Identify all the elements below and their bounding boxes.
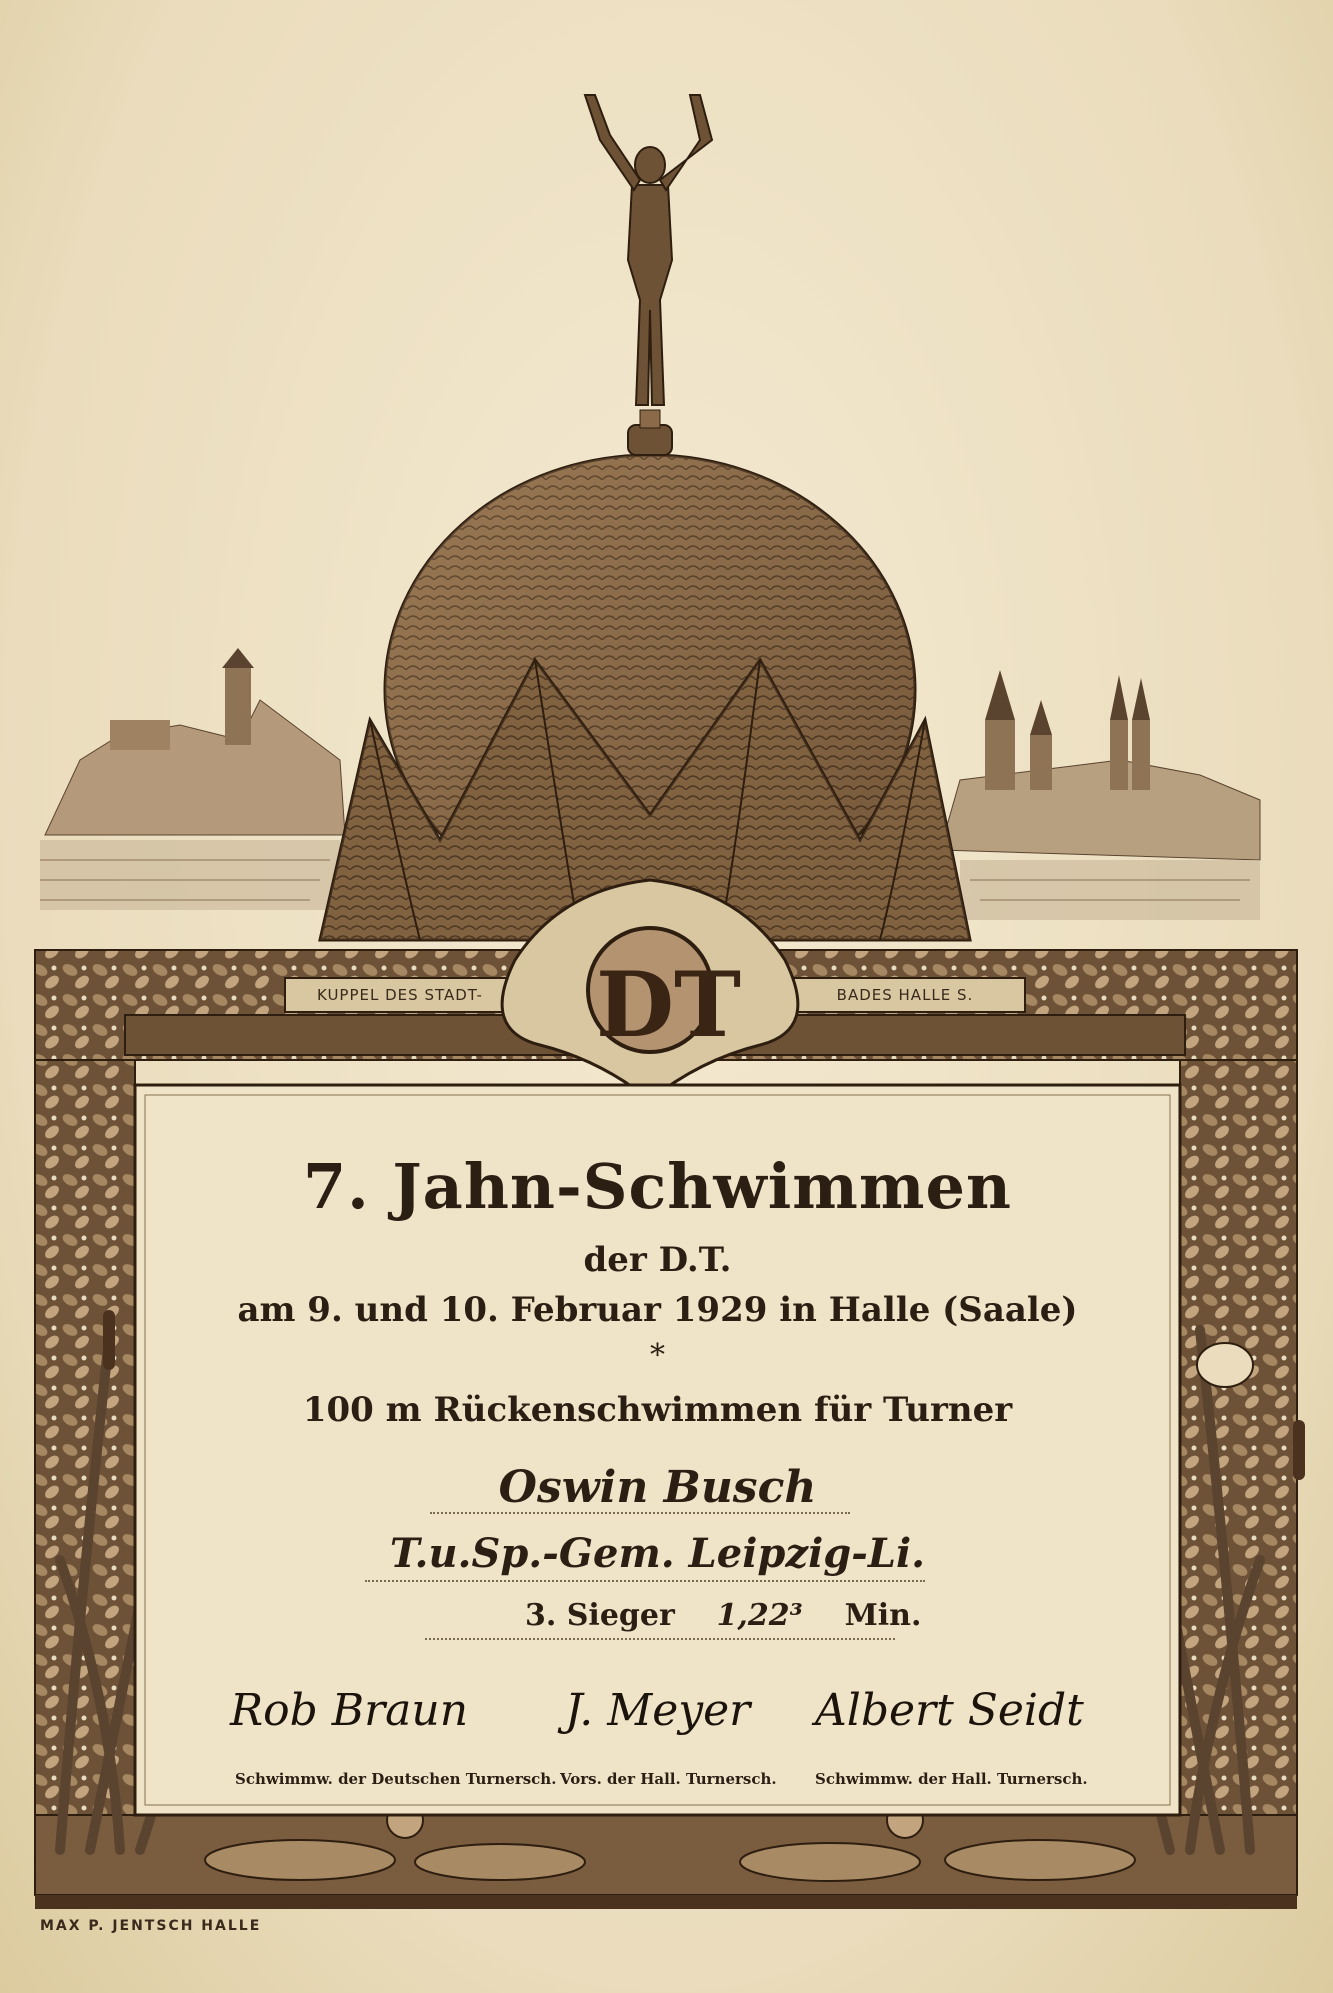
statue-figure <box>585 95 712 405</box>
castle-landscape-left <box>40 648 345 910</box>
certificate-title: 7. Jahn-Schwimmen <box>303 1150 1012 1223</box>
certificate-date-place: am 9. und 10. Februar 1929 in Halle (Saale) <box>237 1290 1078 1330</box>
dome-building <box>320 410 970 940</box>
result-dotted-line <box>425 1638 895 1640</box>
club-dotted-line <box>365 1580 925 1582</box>
certificate-subtitle: der D.T. <box>583 1240 732 1280</box>
star-ornament: * <box>650 1338 665 1373</box>
club-name: T.u.Sp.-Gem. Leipzig-Li. <box>389 1530 926 1577</box>
result-time: 1,22³ <box>716 1598 803 1633</box>
signature-2: J. Meyer <box>565 1685 751 1736</box>
signatory-role-3: Schwimmw. der Hall. Turnersch. <box>815 1770 1088 1788</box>
certificate-text-panel <box>135 1090 1180 1810</box>
church-landscape-right <box>940 670 1260 920</box>
dt-monogram: DT <box>596 952 742 1058</box>
signature-3: Albert Seidt <box>815 1685 1084 1736</box>
result-line <box>525 1598 921 1633</box>
printer-imprint: MAX P. JENTSCH HALLE <box>40 1918 262 1934</box>
time-unit: Min. <box>844 1598 922 1633</box>
name-dotted-line <box>430 1512 850 1514</box>
placing: 3. Sieger <box>525 1598 675 1633</box>
caption-left: KUPPEL DES STADT- <box>317 986 483 1004</box>
event-name: 100 m Rückenschwimmen für Turner <box>302 1390 1013 1430</box>
signatory-role-2: Vors. der Hall. Turnersch. <box>560 1770 777 1788</box>
signatory-role-1: Schwimmw. der Deutschen Turnersch. <box>235 1770 557 1788</box>
caption-right: BADES HALLE S. <box>836 986 974 1004</box>
winner-name: Oswin Busch <box>498 1462 817 1513</box>
signature-1: Rob Braun <box>230 1685 469 1736</box>
